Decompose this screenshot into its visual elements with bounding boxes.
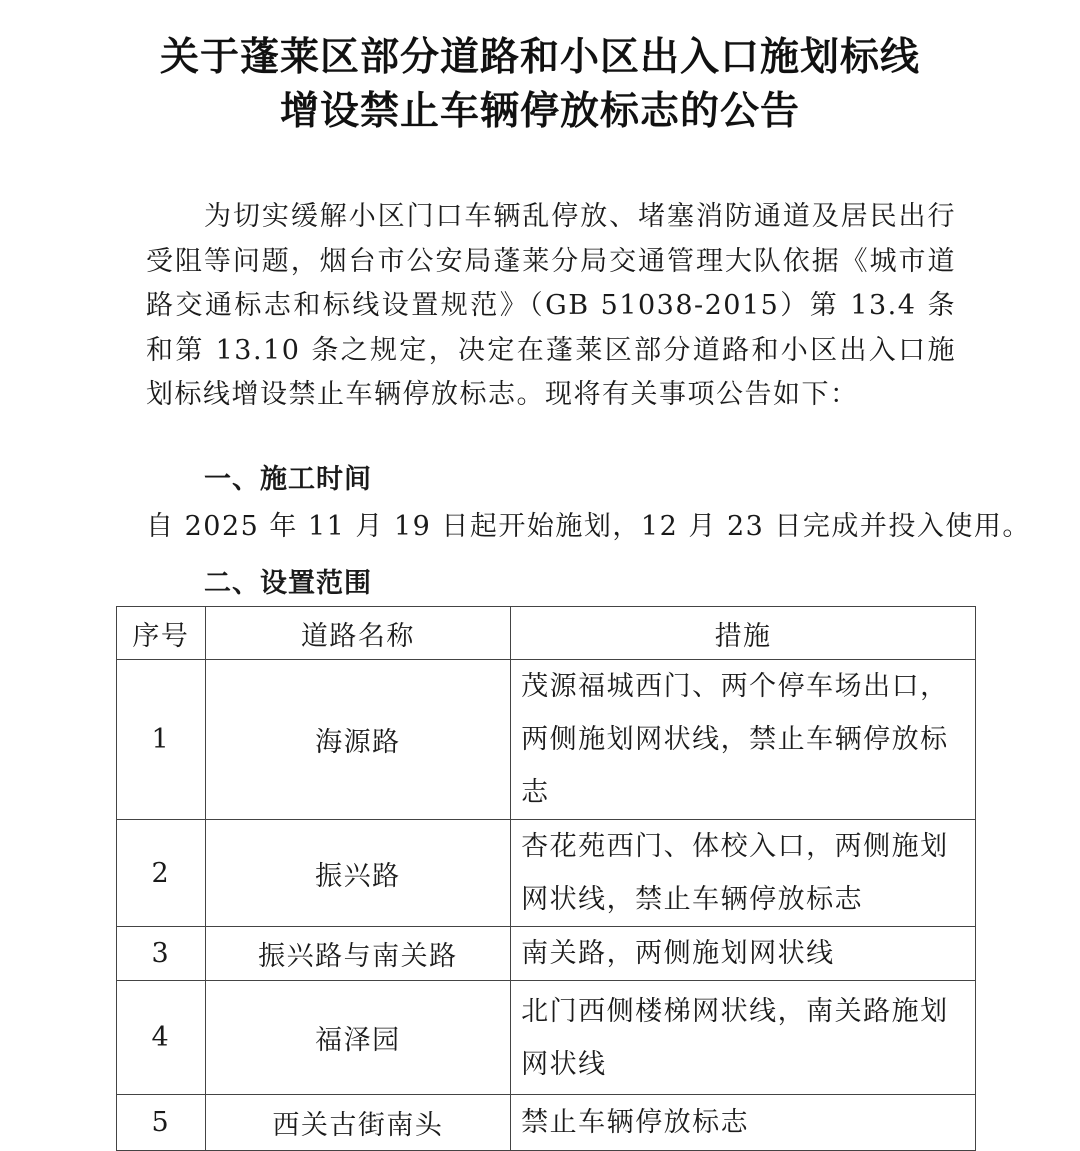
row-road-name: 振兴路与南关路: [205, 927, 510, 981]
row-measure: [511, 820, 976, 927]
row-serial: 1: [117, 660, 206, 820]
row-road-name: 振兴路: [205, 820, 510, 927]
header-serial: 序号: [117, 607, 206, 660]
header-measure: 措施: [511, 607, 976, 660]
row-measure-text: 北门西侧楼梯网状线，南关路施划网状线: [521, 995, 949, 1080]
notice-title-line-1: 关于蓬莱区部分道路和小区出入口施划标线: [159, 35, 920, 80]
row-serial: 4: [117, 981, 206, 1095]
row-measure: [511, 927, 976, 981]
table-row: [117, 660, 976, 820]
construction-time-text: 自 2025 年 11 月 19 日起开始施划，12 月 23 日完成并投入使用。: [146, 511, 1031, 542]
section-1-heading: 一、施工时间: [204, 464, 372, 495]
notice-title-line-2: 增设禁止车辆停放标志的公告: [279, 89, 800, 134]
row-serial: 5: [117, 1095, 206, 1151]
table-header-row: [117, 607, 976, 660]
row-road-name: 福泽园: [205, 981, 510, 1095]
row-measure-text: 杏花苑西门、体校入口，两侧施划网状线，禁止车辆停放标志: [521, 831, 949, 915]
row-measure-text: 禁止车辆停放标志: [521, 1107, 750, 1138]
row-measure-text: 茂源福城西门、两个停车场出口，两侧施划网状线，禁止车辆停放标志: [521, 671, 949, 808]
row-measure-text: 南关路，两侧施划网状线: [521, 938, 835, 969]
row-measure: [511, 660, 976, 820]
row-measure: [511, 1095, 976, 1151]
table-row: [117, 927, 976, 981]
row-serial: 2: [117, 820, 206, 927]
row-measure: [511, 981, 976, 1095]
row-serial: 3: [117, 927, 206, 981]
table-row: [117, 1095, 976, 1151]
scope-table: [116, 606, 976, 1151]
table-row: [117, 820, 976, 927]
header-road-name: 道路名称: [205, 607, 510, 660]
table-row: [117, 981, 976, 1095]
section-2-heading: 二、设置范围: [204, 568, 372, 599]
intro-paragraph: 为切实缓解小区门口车辆乱停放、堵塞消防通道及居民出行受阻等问题，烟台市公安局蓬莱分局交通管理大队依据《城市道路交通标志和标线设置规范》（GB 51038-2015）第 13.4 条和第 13.10 条之规定，决定在蓬莱区部分道路和小区出入口施划标线增设禁止车辆停放标志。现将有关事项公告如下：: [146, 201, 956, 410]
row-road-name: 西关古街南头: [205, 1095, 510, 1151]
row-road-name: 海源路: [205, 660, 510, 820]
